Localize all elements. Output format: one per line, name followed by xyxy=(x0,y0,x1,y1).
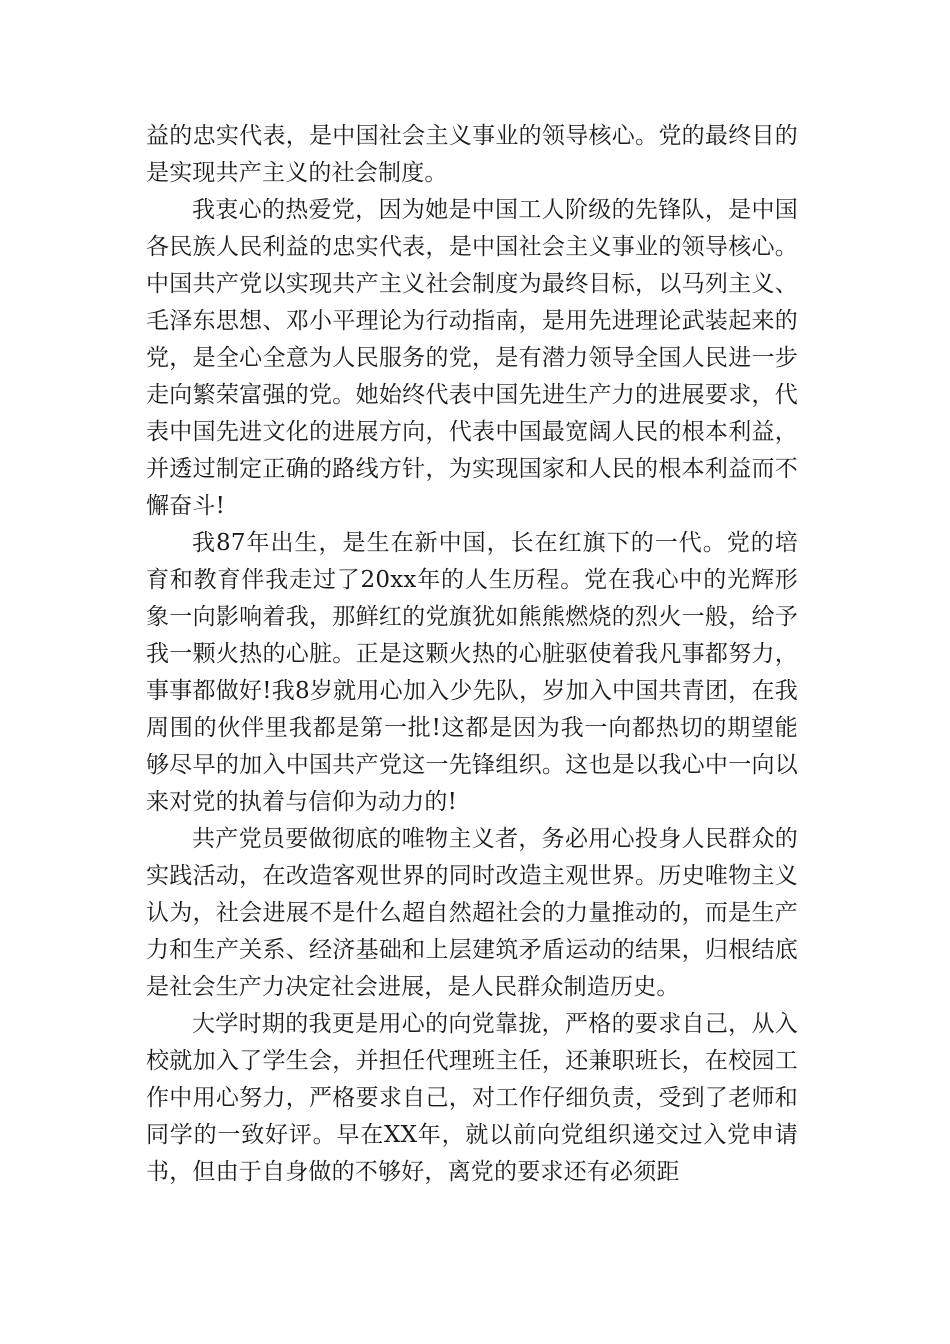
paragraph-personal-history: 我87年出生，是生在新中国，长在红旗下的一代。党的培育和教育伴我走过了20xx年的人生历程。党在我心中的光辉形象一向影响着我，那鲜红的党旗犹如熊熊燃烧的烈火一般，给予我一颗火热的心脏。正是这颗火热的心脏驱使着我凡事都努力，事事都做好!我8岁就用心加入少先队，岁加入中国共青团，在我周围的伙伴里我都是第一批!这都是因为我一向都热切的期望能够尽早的加入中国共产党这一先锋组织。这也是以我心中一向以来对党的执着与信仰为动力的! xyxy=(146,530,798,815)
document-page xyxy=(146,118,798,1191)
paragraph-love-party: 我衷心的热爱党，因为她是中国工人阶级的先锋队，是中国各民族人民利益的忠实代表，是中国社会主义事业的领导核心。中国共产党以实现共产主义社会制度为最终目标，以马列主义、毛泽东思想、邓小平理论为行动指南，是用先进理论武装起来的党，是全心全意为人民服务的党，是有潜力领导全国人民进一步走向繁荣富强的党。她始终代表中国先进生产力的进展要求，代表中国先进文化的进展方向，代表中国最宽阔人民的根本利益，并透过制定正确的路线方针，为实现国家和人民的根本利益而不懈奋斗! xyxy=(146,197,798,519)
paragraph-materialism: 共产党员要做彻底的唯物主义者，务必用心投身人民群众的实践活动，在改造客观世界的同时改造主观世界。历史唯物主义认为，社会进展不是什么超自然超社会的力量推动的，而是生产力和生产关系、经济基础和上层建筑矛盾运动的结果，归根结底是社会生产力决定社会进展，是人民群众制造历史。 xyxy=(146,826,798,1000)
paragraph-continuation: 益的忠实代表，是中国社会主义事业的领导核心。党的最终目的是实现共产主义的社会制度。 xyxy=(146,123,798,186)
paragraph-university: 大学时期的我更是用心的向党靠拢，严格的要求自己，从入校就加入了学生会，并担任代理班主任，还兼职班长，在校园工作中用心努力，严格要求自己，对工作仔细负责，受到了老师和同学的一致好评。早在XX年，就以前向党组织递交过入党申请书，但由于自身做的不够好，离党的要求还有必须距 xyxy=(146,1011,798,1185)
